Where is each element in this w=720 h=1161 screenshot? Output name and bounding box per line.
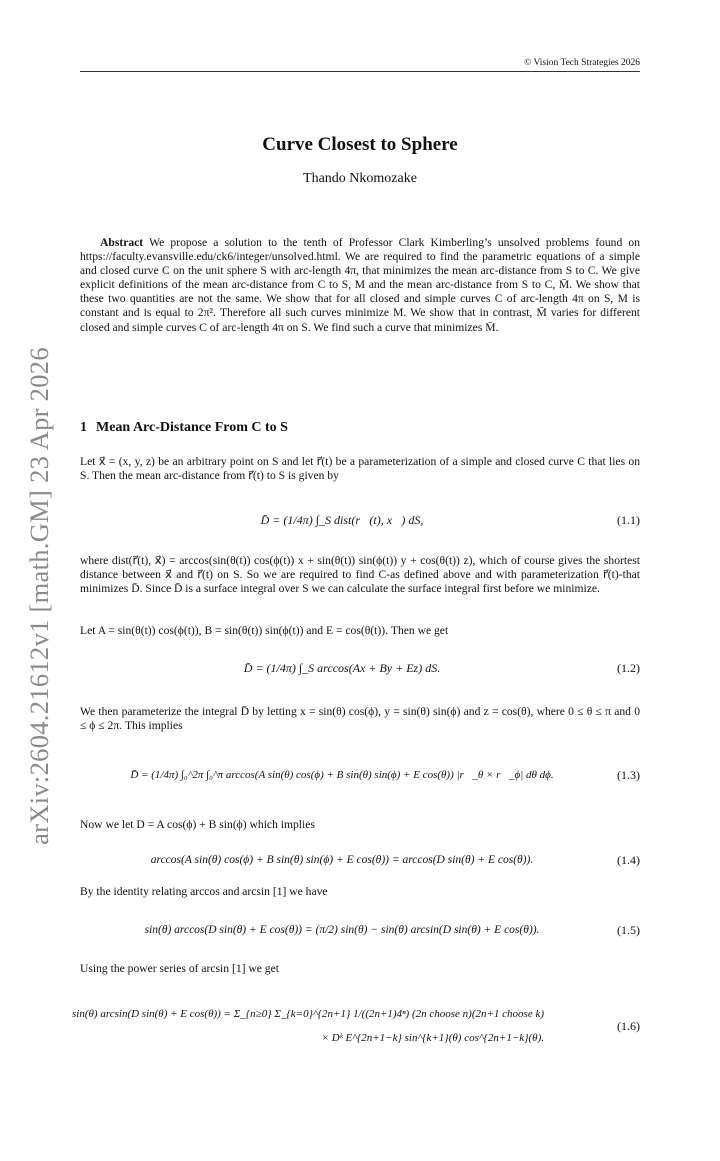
equation xyxy=(80,758,640,792)
equation-number: (1.3) xyxy=(617,767,640,782)
paragraph: Let x⃗ = (x, y, z) be an arbitrary point on S and let r⃗(t) be a parameterization of a simple and closed curve C that lies on S. Then the mean arc-distance from r⃗(t) to S is given by xyxy=(80,455,640,483)
copyright-notice: © Vision Tech Strategies 2026 xyxy=(524,58,640,68)
equation-number: (1.2) xyxy=(617,660,640,675)
equation xyxy=(80,503,640,537)
header-rule xyxy=(80,71,640,72)
equation-number: (1.4) xyxy=(617,852,640,867)
equation-expression: arccos(A sin(θ) cos(ϕ) + B sin(θ) sin(ϕ) + E cos(θ)) = arccos(D sin(θ) + E cos(θ)). xyxy=(150,854,534,866)
equation xyxy=(72,983,640,1069)
paragraph: By the identity relating arccos and arcsin [1] we have xyxy=(80,885,328,898)
equation-expression: sin(θ) arccos(D sin(θ) + E cos(θ)) = (π/2) sin(θ) − sin(θ) arcsin(D sin(θ) + E cos(θ)). xyxy=(144,924,540,936)
paragraph: Let A = sin(θ(t)) cos(ϕ(t)), B = sin(θ(t)) sin(ϕ(t)) and E = cos(θ(t)). Then we get xyxy=(80,624,449,637)
paragraph: Now we let D = A cos(ϕ) + B sin(ϕ) which implies xyxy=(80,818,315,831)
equation-line: sin(θ) arcsin(D sin(θ) + E cos(θ)) = Σ_{n≥0} Σ_{k=0}^{2n+1} 1/((2n+1)4ⁿ) (2n choose n)(2n+1 choose k) xyxy=(72,1008,544,1020)
equation xyxy=(80,651,640,685)
equation xyxy=(80,843,640,877)
section-title: Mean Arc-Distance From C to S xyxy=(96,420,288,435)
paragraph: We then parameterize the integral D̄ by letting x = sin(θ) cos(ϕ), y = sin(θ) sin(ϕ) and z = cos(θ), where 0 ≤ θ ≤ π and 0 ≤ ϕ ≤ 2π. This implies xyxy=(80,705,640,733)
paragraph: Using the power series of arcsin [1] we get xyxy=(80,962,279,975)
equation-expression xyxy=(72,983,604,1069)
equation-expression: D̄ = (1/4π) ∫_S arccos(Ax + By + Ez) dS. xyxy=(243,660,441,675)
abstract-text: We propose a solution to the tenth of Professor Clark Kimberling’s unsolved problems found on https://faculty.evansville.edu/ck6/integer/unsolved.html. We are required to find the parametric equations of a simple and closed curve C on the unit sphere S with arc-length 4π, that minimizes the mean arc-distance from S to C. We give explicit definitions of the mean arc-distance from C to S, M and the mean arc-distance from S to C, M̄. We show that these two quantities are not the same. We show that for all closed and simple curves C of arc-length 4π on S, M is constant and is equal to 2π². Therefore all such curves minimize M. We show that in contrast, M̄ varies for different closed and simple curves C of arc-length 4π on S. We find such a curve that minimizes M̄. xyxy=(80,236,640,334)
equation-number: (1.5) xyxy=(617,922,640,937)
section-heading xyxy=(80,420,640,436)
equation-number: (1.6) xyxy=(617,1018,640,1033)
abstract-label: Abstract xyxy=(100,236,144,249)
equation-expression: D̄ = (1/4π) ∫_S dist(r⃗(t), x⃗) dS, xyxy=(260,512,424,527)
arxiv-identifier-stamp: arXiv:2604.21612v1 [math.GM] 23 Apr 2026 xyxy=(24,347,54,845)
equation-number: (1.1) xyxy=(617,512,640,527)
equation-line: × Dᵏ E^{2n+1−k} sin^{k+1}(θ) cos^{2n+1−k}(θ). xyxy=(321,1032,544,1044)
abstract xyxy=(80,236,640,335)
paragraph: where dist(r⃗(t), x⃗) = arccos(sin(θ(t)) cos(ϕ(t)) x + sin(θ(t)) sin(ϕ(t)) y + cos(θ(t)) z), which of course gives the shortest distance between x⃗ and r⃗(t) on S. So we are required to find C-as defined above and with parameterization r⃗(t)-that minimizes D̄. Since D̄ is a surface integral over S we can calculate the surface integral first before we minimize. xyxy=(80,554,640,596)
equation-expression: D̄ = (1/4π) ∫₀^2π ∫₀^π arccos(A sin(θ) cos(ϕ) + B sin(θ) sin(ϕ) + E cos(θ)) |r⃗_θ × r⃗_ϕ| dθ dϕ. xyxy=(130,769,554,781)
paper-author: Thando Nkomozake xyxy=(303,171,417,186)
section-number: 1 xyxy=(80,420,87,435)
paper-title: Curve Closest to Sphere xyxy=(262,134,458,155)
equation xyxy=(80,913,640,947)
